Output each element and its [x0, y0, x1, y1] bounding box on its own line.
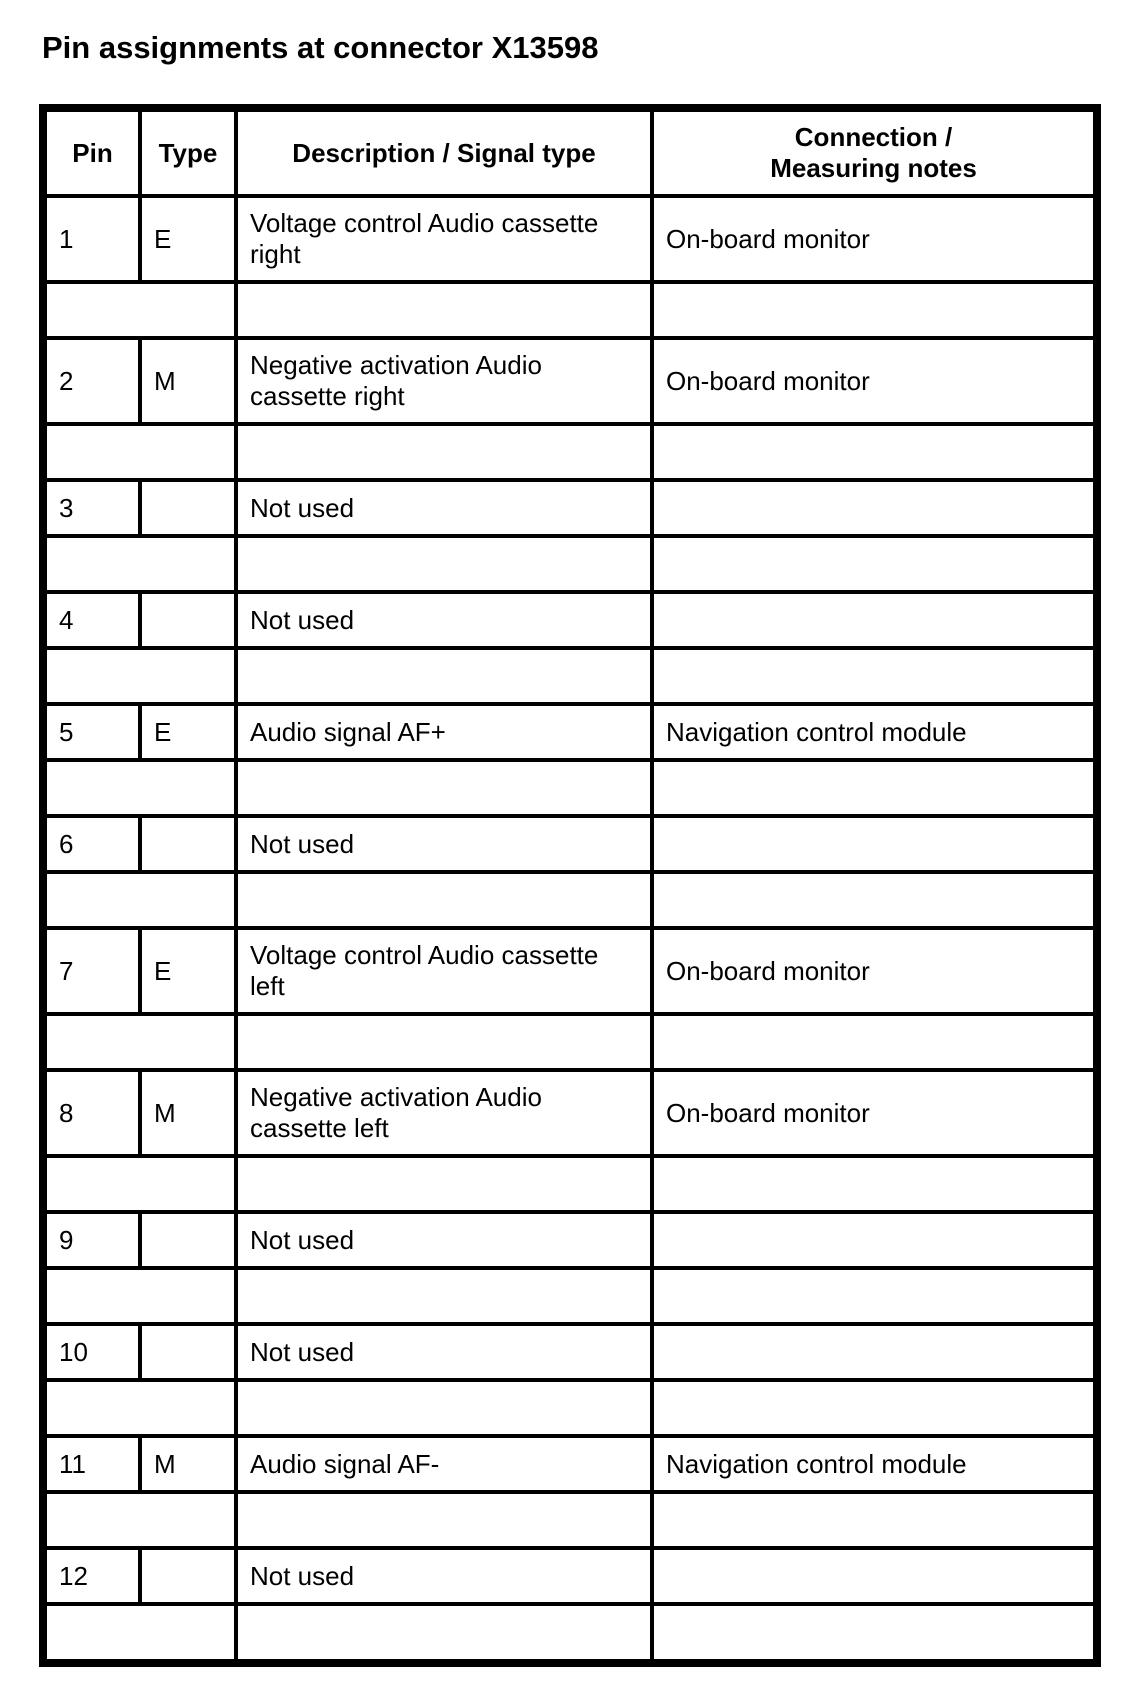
- cell-type: [140, 592, 236, 648]
- table-spacer-row: [45, 1492, 1095, 1548]
- header-pin: Pin: [45, 110, 140, 196]
- table-row: [45, 1212, 1095, 1268]
- table-row: [45, 928, 1095, 1014]
- cell-pin: 7: [45, 928, 140, 1014]
- cell-connection: Navigation control module: [652, 704, 1095, 760]
- cell-type: [140, 480, 236, 536]
- cell-type: M: [140, 338, 236, 424]
- cell-description: Not used: [236, 592, 652, 648]
- cell-connection: Navigation control module: [652, 1436, 1095, 1492]
- cell-pin: 6: [45, 816, 140, 872]
- cell-pin: 9: [45, 1212, 140, 1268]
- table-row: [45, 1548, 1095, 1604]
- header-type: Type: [140, 110, 236, 196]
- cell-description: Negative activation Audio cassette right: [236, 338, 652, 424]
- cell-type: E: [140, 928, 236, 1014]
- table-row: [45, 816, 1095, 872]
- header-description: Description / Signal type: [236, 110, 652, 196]
- cell-type: [140, 1324, 236, 1380]
- cell-connection: On-board monitor: [652, 338, 1095, 424]
- cell-description: Voltage control Audio cassette left: [236, 928, 652, 1014]
- cell-pin: 1: [45, 196, 140, 282]
- table-row: [45, 704, 1095, 760]
- cell-pin: 10: [45, 1324, 140, 1380]
- cell-type: M: [140, 1070, 236, 1156]
- table-row: [45, 338, 1095, 424]
- cell-description: Negative activation Audio cassette left: [236, 1070, 652, 1156]
- cell-pin: 4: [45, 592, 140, 648]
- cell-connection: [652, 480, 1095, 536]
- table-spacer-row: [45, 760, 1095, 816]
- table-spacer-row: [45, 1156, 1095, 1212]
- cell-description: Not used: [236, 1548, 652, 1604]
- cell-type: [140, 816, 236, 872]
- cell-connection: [652, 816, 1095, 872]
- table-spacer-row: [45, 1380, 1095, 1436]
- header-connection-line2: Measuring notes: [770, 153, 977, 183]
- table-row: [45, 196, 1095, 282]
- cell-description: Not used: [236, 1212, 652, 1268]
- table-spacer-row: [45, 648, 1095, 704]
- cell-description: Not used: [236, 480, 652, 536]
- cell-type: M: [140, 1436, 236, 1492]
- cell-connection: [652, 1324, 1095, 1380]
- table-row: [45, 592, 1095, 648]
- table-row: [45, 480, 1095, 536]
- cell-pin: 8: [45, 1070, 140, 1156]
- cell-connection: On-board monitor: [652, 196, 1095, 282]
- header-connection-line1: Connection /: [794, 122, 953, 152]
- cell-description: Not used: [236, 1324, 652, 1380]
- cell-type: [140, 1212, 236, 1268]
- cell-type: E: [140, 196, 236, 282]
- table-spacer-row: [45, 1604, 1095, 1661]
- pin-assignment-table: [43, 108, 1097, 1663]
- cell-connection: On-board monitor: [652, 1070, 1095, 1156]
- cell-connection: [652, 1548, 1095, 1604]
- table-header-row: [45, 110, 1095, 196]
- cell-pin: 3: [45, 480, 140, 536]
- cell-description: Audio signal AF+: [236, 704, 652, 760]
- cell-description: Audio signal AF-: [236, 1436, 652, 1492]
- table-spacer-row: [45, 424, 1095, 480]
- cell-type: E: [140, 704, 236, 760]
- table-row: [45, 1436, 1095, 1492]
- table-spacer-row: [45, 282, 1095, 338]
- cell-description: Not used: [236, 816, 652, 872]
- cell-pin: 12: [45, 1548, 140, 1604]
- cell-connection: [652, 592, 1095, 648]
- table-spacer-row: [45, 872, 1095, 928]
- cell-connection: [652, 1212, 1095, 1268]
- table-row: [45, 1070, 1095, 1156]
- cell-type: [140, 1548, 236, 1604]
- page-title: Pin assignments at connector X13598: [42, 30, 599, 65]
- cell-description: Voltage control Audio cassette right: [236, 196, 652, 282]
- header-connection: [652, 110, 1095, 196]
- table-spacer-row: [45, 536, 1095, 592]
- table-spacer-row: [45, 1014, 1095, 1070]
- cell-pin: 11: [45, 1436, 140, 1492]
- table-spacer-row: [45, 1268, 1095, 1324]
- cell-connection: On-board monitor: [652, 928, 1095, 1014]
- cell-pin: 2: [45, 338, 140, 424]
- table-row: [45, 1324, 1095, 1380]
- cell-pin: 5: [45, 704, 140, 760]
